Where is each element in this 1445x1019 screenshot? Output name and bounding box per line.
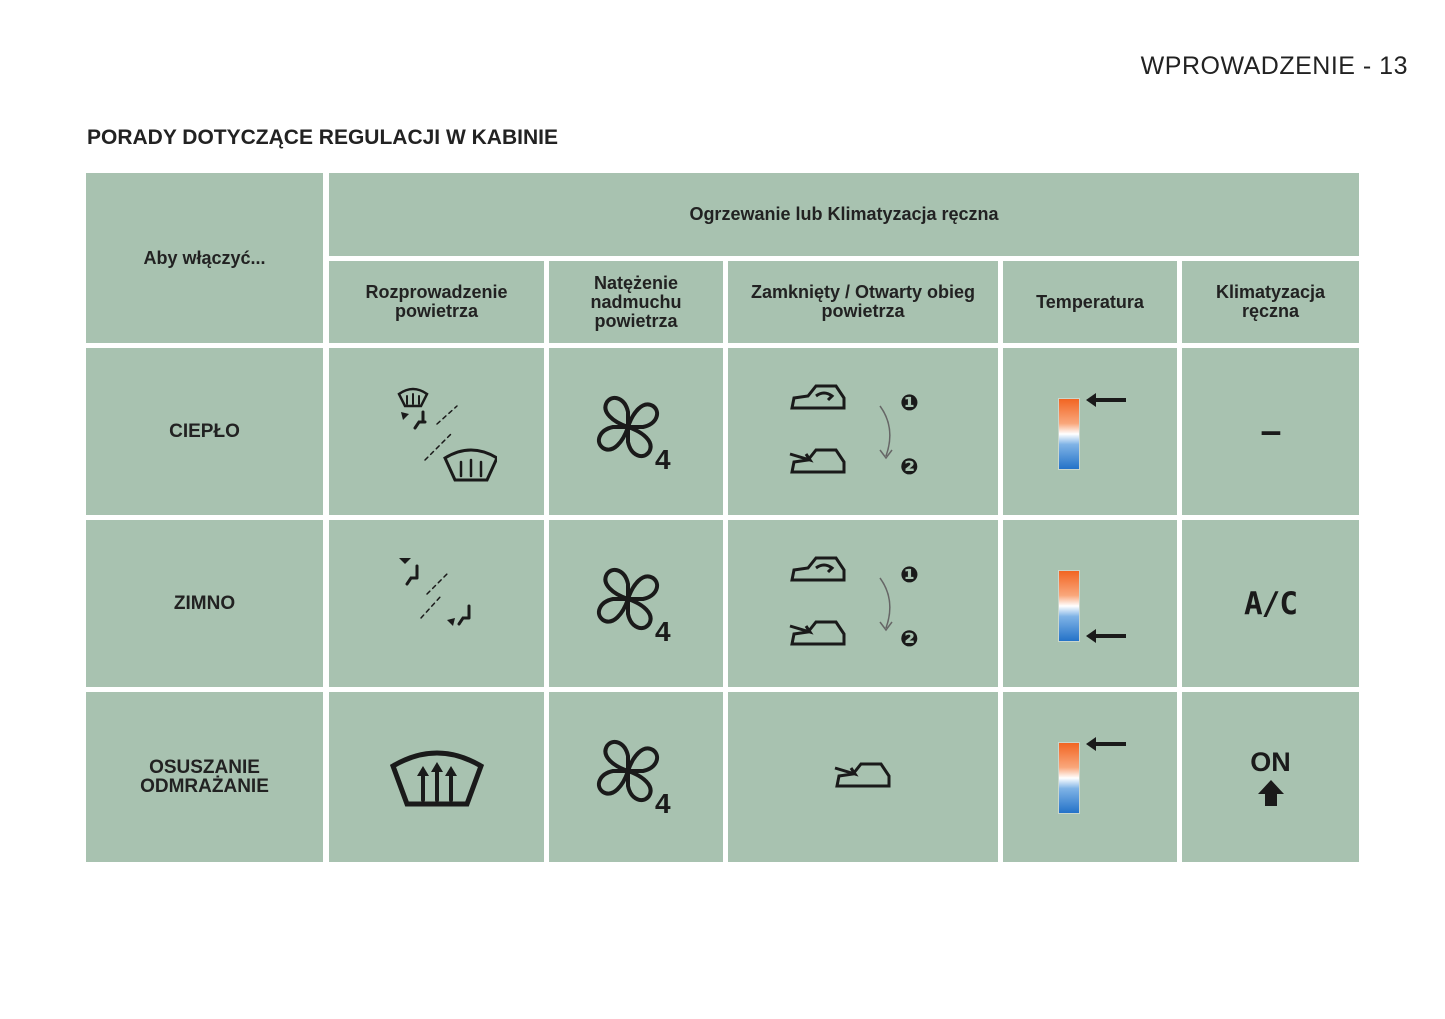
curved-arrow-icon	[874, 574, 898, 636]
temperature-scale-icon	[1058, 570, 1080, 642]
corner-header	[86, 173, 323, 343]
temperature-scale-icon	[1058, 742, 1080, 814]
row-label-demist	[86, 692, 323, 862]
row-label-demist-line2: ODMRAŻANIE	[140, 776, 269, 797]
car-fresh-air-icon	[788, 618, 848, 652]
ac-cell-demist	[1182, 692, 1359, 862]
ac-off-dash: —	[1261, 413, 1280, 450]
car-recirculation-icon	[788, 554, 848, 588]
car-fresh-air-icon	[788, 446, 848, 480]
step-2-badge: ❷	[900, 626, 919, 651]
windscreen-and-feet-icon	[377, 372, 497, 492]
fan-speed-label: 4	[655, 444, 671, 475]
car-fresh-air-icon	[833, 760, 893, 794]
face-and-feet-icon	[377, 544, 497, 664]
ac-cell-heat	[1182, 348, 1359, 515]
fan-icon	[593, 736, 663, 806]
row-label-cold: ZIMNO	[86, 520, 323, 687]
arrow-left-icon	[1086, 736, 1126, 752]
fan-icon	[593, 564, 663, 634]
col-header-distribution: Rozprowadzenie powietrza	[329, 261, 544, 343]
blower-cell-cold	[549, 520, 723, 687]
ac-on-label: ON	[1250, 746, 1291, 777]
step-1-badge: ❶	[900, 562, 919, 587]
blower-cell-heat	[549, 348, 723, 515]
fan-speed-label: 4	[655, 616, 671, 647]
step-1-badge: ❶	[900, 390, 919, 415]
recirc-cell-demist	[728, 692, 998, 862]
recirc-cell-cold	[728, 520, 998, 687]
arrow-left-icon	[1086, 392, 1126, 408]
temperature-scale-icon	[1058, 398, 1080, 470]
arrow-up-icon	[1256, 778, 1286, 808]
curved-arrow-icon	[874, 402, 898, 464]
section-title: PORADY DOTYCZĄCE REGULACJI W KABINIE	[87, 126, 558, 149]
temperature-cell-heat	[1003, 348, 1177, 515]
car-recirculation-icon	[788, 382, 848, 416]
col-header-recirc: Zamknięty / Otwarty obieg powietrza	[728, 261, 998, 343]
recirc-cell-heat	[728, 348, 998, 515]
arrow-left-icon	[1086, 628, 1126, 644]
page-header: WPROWADZENIE - 13	[1140, 52, 1408, 80]
ac-label: A/C	[1244, 585, 1297, 622]
distribution-cell-demist	[329, 692, 544, 862]
group-header	[329, 173, 1359, 256]
row-label-demist-line1: OSUSZANIE	[149, 757, 260, 778]
temperature-cell-demist	[1003, 692, 1177, 862]
col-header-ac: Klimatyzacja ręczna	[1182, 261, 1359, 343]
group-header-label: Ogrzewanie lub Klimatyzacja ręczna	[689, 204, 999, 224]
distribution-cell-heat	[329, 348, 544, 515]
col-header-blower: Natężenie nadmuchu powietrza	[549, 261, 723, 343]
step-2-badge: ❷	[900, 454, 919, 479]
blower-cell-demist	[549, 692, 723, 862]
temperature-cell-cold	[1003, 520, 1177, 687]
settings-table	[86, 173, 1359, 862]
distribution-cell-cold	[329, 520, 544, 687]
row-label-heat: CIEPŁO	[86, 348, 323, 515]
windscreen-demist-icon	[387, 742, 487, 812]
ac-cell-cold	[1182, 520, 1359, 687]
fan-icon	[593, 392, 663, 462]
col-header-temperature: Temperatura	[1003, 261, 1177, 343]
corner-label: Aby włączyć...	[143, 247, 266, 268]
fan-speed-label: 4	[655, 788, 671, 819]
